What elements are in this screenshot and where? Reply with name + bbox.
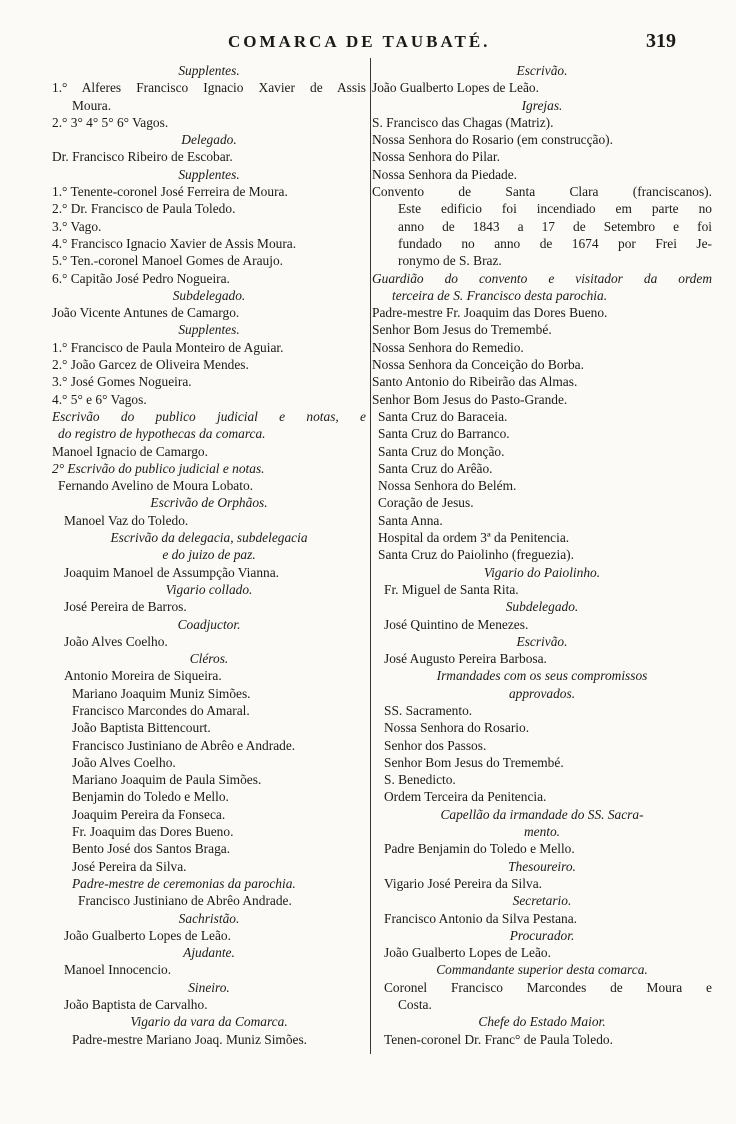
text-line: Manoel Vaz do Toledo.	[64, 512, 189, 528]
text-line: fundado no anno de 1674 por Frei Je-	[398, 235, 712, 251]
text-line: Benjamin do Toledo e Mello.	[72, 789, 229, 805]
section-heading: Subdelegado.	[172, 287, 246, 303]
text-line: Fr. Joaquim das Dores Bueno.	[72, 824, 234, 840]
text-line: João Baptista de Carvalho.	[64, 997, 208, 1013]
text-line: Escrivão do publico judicial e notas, e	[52, 408, 366, 424]
text-line: Francisco Antonio da Silva Pestana.	[384, 910, 578, 926]
text-line: Antonio Moreira de Siqueira.	[64, 668, 222, 684]
text-line: Convento de Santa Clara (franciscanos).	[372, 184, 712, 200]
section-heading: Escrivão da delegacia, subdelegacia	[110, 530, 308, 546]
text-line: Vigario José Pereira da Silva.	[384, 875, 542, 891]
section-heading: mento.	[523, 824, 561, 840]
text-line: Nossa Senhora da Conceição do Borba.	[372, 357, 584, 373]
text-line: 3.° José Gomes Nogueira.	[52, 374, 192, 390]
text-line: José Quintino de Menezes.	[384, 616, 529, 632]
section-heading: Chefe do Estado Maior.	[478, 1014, 606, 1030]
text-line: Fernando Avelino de Moura Lobato.	[58, 478, 253, 494]
text-line: Padre-mestre Mariano Joaq. Muniz Simões.	[72, 1031, 308, 1047]
text-line: Senhor dos Passos.	[384, 737, 487, 753]
text-line: Francisco Justiniano de Abrêo e Andrade.	[72, 737, 296, 753]
text-line: Joaquim Manoel de Assumpção Vianna.	[64, 564, 280, 580]
section-heading: Cléros.	[189, 651, 229, 667]
section-heading: Ajudante.	[183, 945, 235, 961]
text-line: Ordem Terceira da Penitencia.	[384, 789, 547, 805]
text-line: João Gualberto Lopes de Leão.	[384, 945, 551, 961]
text-line: Padre Benjamin do Toledo e Mello.	[384, 841, 575, 857]
text-line: Senhor Bom Jesus do Tremembé.	[384, 754, 564, 770]
text-line: Coronel Francisco Marcondes de Moura e	[384, 979, 712, 995]
section-heading: approvados.	[508, 685, 576, 701]
column-divider	[370, 58, 371, 1054]
text-line: João Alves Coelho.	[72, 754, 176, 770]
right-column	[372, 62, 712, 1048]
text-line: Nossa Senhora da Piedade.	[372, 166, 518, 182]
text-line: Santa Cruz do Paiolinho (freguezia).	[378, 547, 574, 563]
text-line: ronymo de S. Braz.	[398, 253, 502, 269]
text-line: Padre-mestre de ceremonias da parochia.	[72, 875, 296, 891]
text-line: terceira de S. Francisco desta parochia.	[392, 287, 608, 303]
text-line: José Augusto Pereira Barbosa.	[384, 651, 547, 667]
section-heading: Vigario do Paiolinho.	[483, 564, 601, 580]
left-column	[52, 62, 366, 1048]
section-heading: Capellão da irmandade do SS. Sacra-	[440, 806, 644, 822]
text-line: João Gualberto Lopes de Leão.	[64, 927, 231, 943]
text-line: Nossa Senhora do Rosario (em construcção).	[372, 132, 613, 148]
section-heading: Secretario.	[512, 893, 572, 909]
text-line: 1.° Alferes Francisco Ignacio Xavier de Assis	[52, 80, 366, 96]
text-line: Santa Cruz do Arêão.	[378, 460, 493, 476]
section-heading: Procurador.	[509, 927, 575, 943]
text-line: S. Benedicto.	[384, 772, 456, 788]
text-line: Senhor Bom Jesus do Tremembé.	[372, 322, 552, 338]
section-heading: Irmandades com os seus compromissos	[436, 668, 648, 684]
text-line: 2.° João Garcez de Oliveira Mendes.	[52, 357, 249, 373]
text-line: Tenen-coronel Dr. Franc° de Paula Toledo.	[384, 1031, 613, 1047]
text-line: Santa Cruz do Monção.	[378, 443, 505, 459]
text-line: João Alves Coelho.	[64, 633, 168, 649]
text-line: 2° Escrivão do publico judicial e notas.	[52, 460, 265, 476]
text-line: 6.° Capitão José Pedro Nogueira.	[52, 270, 230, 286]
text-line: Santa Cruz do Baraceia.	[378, 408, 508, 424]
text-line: Mariano Joaquim Muniz Simões.	[72, 685, 251, 701]
text-line: anno de 1843 a 17 de Setembro e foi	[398, 218, 712, 234]
text-line: Santa Cruz do Barranco.	[378, 426, 510, 442]
text-line: Hospital da ordem 3ª da Penitencia.	[378, 530, 570, 546]
text-line: 3.° Vago.	[52, 218, 102, 234]
section-heading: Supplentes.	[178, 322, 240, 338]
text-line: do registro de hypothecas da comarca.	[58, 426, 266, 442]
text-line: Francisco Justiniano de Abrêo Andrade.	[78, 893, 292, 909]
section-heading: Supplentes.	[178, 166, 240, 182]
text-line: Guardião do convento e visitador da ordem	[372, 270, 712, 286]
section-heading: Supplentes.	[178, 63, 240, 78]
text-line: Padre-mestre Fr. Joaquim das Dores Bueno.	[372, 305, 608, 321]
section-heading: Vigario da vara da Comarca.	[130, 1014, 288, 1030]
running-title: COMARCA DE TAUBATÉ.	[228, 32, 491, 51]
text-line: 4.° Francisco Ignacio Xavier de Assis Moura.	[52, 235, 297, 251]
section-heading: Escrivão de Orphãos.	[150, 495, 268, 511]
section-heading: Vigario collado.	[165, 581, 253, 597]
text-line: João Gualberto Lopes de Leão.	[372, 80, 539, 96]
section-heading: Thesoureiro.	[508, 858, 576, 874]
section-heading: Subdelegado.	[505, 599, 579, 615]
text-line: S. Francisco das Chagas (Matriz).	[372, 114, 554, 130]
text-line: Coração de Jesus.	[378, 495, 474, 511]
text-line: Bento José dos Santos Braga.	[72, 841, 231, 857]
text-line: Francisco Marcondes do Amaral.	[72, 702, 250, 718]
text-line: 1.° Tenente-coronel José Ferreira de Moura.	[52, 184, 288, 200]
section-heading: Escrivão.	[516, 633, 568, 649]
text-line: 4.° 5° e 6° Vagos.	[52, 391, 147, 407]
text-line: Costa.	[398, 997, 432, 1013]
text-line: Nossa Senhora do Remedio.	[372, 339, 524, 355]
text-line: Nossa Senhora do Pilar.	[372, 149, 500, 165]
text-line: José Pereira da Silva.	[72, 858, 187, 874]
text-line: Nossa Senhora do Belém.	[378, 478, 517, 494]
text-line: Nossa Senhora do Rosario.	[384, 720, 530, 736]
text-line: 5.° Ten.-coronel Manoel Gomes de Araujo.	[52, 253, 284, 269]
text-line: Santa Anna.	[378, 512, 443, 528]
text-line: Este edificio foi incendiado em parte no	[398, 201, 712, 217]
section-heading: Sachristão.	[178, 910, 240, 926]
section-heading: e do juizo de paz.	[162, 547, 256, 563]
section-heading: Commandante superior desta comarca.	[436, 962, 648, 978]
text-line: João Baptista Bittencourt.	[72, 720, 211, 736]
page-header	[0, 30, 736, 54]
section-heading: Delegado.	[181, 132, 237, 148]
text-line: 1.° Francisco de Paula Monteiro de Aguiar.	[52, 339, 284, 355]
section-heading: Igrejas.	[521, 97, 563, 113]
page-number: 319	[646, 30, 676, 52]
text-line: Santo Antonio do Ribeirão das Almas.	[372, 374, 578, 390]
text-line: 2.° Dr. Francisco de Paula Toledo.	[52, 201, 236, 217]
text-line: Manoel Innocencio.	[64, 962, 172, 978]
section-heading: Escrivão.	[516, 63, 568, 78]
text-line: João Vicente Antunes de Camargo.	[52, 305, 240, 321]
text-line: José Pereira de Barros.	[64, 599, 187, 615]
section-heading: Coadjuctor.	[177, 616, 241, 632]
text-line: Senhor Bom Jesus do Pasto-Grande.	[372, 391, 568, 407]
text-line: Manoel Ignacio de Camargo.	[52, 443, 208, 459]
text-line: Dr. Francisco Ribeiro de Escobar.	[52, 149, 233, 165]
text-line: SS. Sacramento.	[384, 702, 473, 718]
section-heading: Sineiro.	[188, 979, 230, 995]
text-line: 2.° 3° 4° 5° 6° Vagos.	[52, 114, 169, 130]
text-line: Joaquim Pereira da Fonseca.	[72, 806, 226, 822]
text-line: Fr. Miguel de Santa Rita.	[384, 581, 519, 597]
text-line: Moura.	[72, 97, 112, 113]
text-line: Mariano Joaquim de Paula Simões.	[72, 772, 262, 788]
